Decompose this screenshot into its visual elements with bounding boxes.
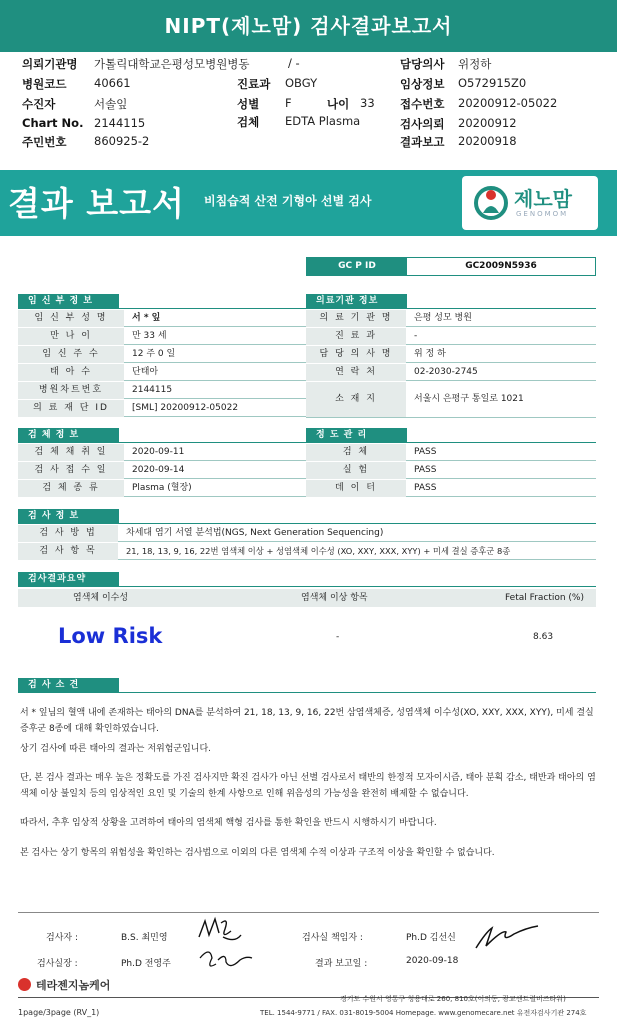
lab-chief-value: Ph.D 전영주 bbox=[121, 959, 171, 969]
header-info bbox=[0, 52, 617, 154]
institution-value: 은평 성모 병원 bbox=[414, 313, 472, 323]
summary-header bbox=[18, 589, 596, 607]
age-label: 나이 bbox=[327, 97, 350, 111]
genomom-logo-icon bbox=[474, 185, 508, 221]
banner-subtitle: 비침습적 산전 기형아 선별 검사 bbox=[204, 194, 372, 208]
inst-extra: / - bbox=[288, 56, 300, 70]
terragen-logo-icon bbox=[18, 978, 31, 991]
pregnant-table bbox=[18, 310, 306, 418]
genomom-logo bbox=[462, 176, 598, 230]
institution-key: 의 료 기 관 명 bbox=[306, 310, 406, 327]
code-value: 40661 bbox=[94, 76, 131, 90]
report-date-value: 2020-09-18 bbox=[406, 956, 459, 966]
qc-key: 검 체 bbox=[306, 444, 406, 461]
qc-key: 데 이 터 bbox=[306, 480, 406, 497]
qc-value: PASS bbox=[414, 483, 437, 493]
abnormal-value: - bbox=[336, 632, 340, 642]
section-findings: 검 사 소 견 bbox=[18, 678, 119, 693]
test-table bbox=[18, 525, 596, 561]
page-number: 1page/3page (RV_1) bbox=[18, 1008, 100, 1017]
chart-value: 2144115 bbox=[94, 116, 146, 130]
age-value: 33 bbox=[360, 96, 375, 110]
patient-value: 서솔잎 bbox=[94, 97, 128, 111]
lab-chief-label: 검사실장 : bbox=[37, 959, 78, 969]
test-value: 차세대 염기 서열 분석법(NGS, Next Generation Sequencing) bbox=[126, 528, 384, 538]
pregnant-key: 임 신 부 성 명 bbox=[18, 310, 124, 327]
section-qc: 정 도 관 리 bbox=[306, 428, 407, 443]
footer-address: 경기도 수원시 영통구 청용대로 260, 810호(이의동, 광교센트럴비즈타워) bbox=[340, 995, 566, 1003]
pregnant-value: 2144115 bbox=[132, 385, 173, 395]
pregnant-key: 만 나 이 bbox=[18, 328, 124, 345]
pregnant-value: 12 주 0 일 bbox=[132, 349, 176, 359]
tester-value: B.S. 최민영 bbox=[121, 933, 168, 943]
specimen-key: 검 체 종 류 bbox=[18, 480, 124, 497]
institution-key: 소 재 지 bbox=[306, 382, 406, 417]
institution-key: 진 료 과 bbox=[306, 328, 406, 345]
institution-value: 02-2030-2745 bbox=[414, 367, 478, 377]
report-date-label: 결과 보고일 : bbox=[315, 959, 368, 969]
section-divider bbox=[18, 442, 306, 443]
section-divider bbox=[18, 586, 596, 587]
low-risk-result: Low Risk bbox=[58, 624, 163, 648]
findings-paragraph: 상기 검사에 따른 태아의 결과는 저위험군입니다. bbox=[20, 744, 212, 754]
specimen-key: 검 체 채 취 일 bbox=[18, 444, 124, 461]
specimen-value: 2020-09-11 bbox=[132, 447, 185, 457]
findings-paragraph: 본 검사는 상기 항목의 위험성을 확인하는 검사법으로 이외의 다른 염색체 수적 이상과 구조적 이상을 확인할 수 없습니다. bbox=[20, 848, 495, 858]
sex-value: F bbox=[285, 96, 292, 110]
report-title: NIPT(제노맘) 검사결과보고서 bbox=[0, 0, 617, 52]
pregnant-key: 의 료 재 단 ID bbox=[18, 400, 124, 417]
section-summary: 검사결과요약 bbox=[18, 572, 119, 587]
inst-label: 의뢰기관명 bbox=[22, 57, 78, 71]
section-divider bbox=[18, 308, 306, 309]
findings-paragraph: 서 * 잎님의 혈액 내에 존재하는 태아의 DNA를 분석하여 21, 18, 13, 9, 16, 22번 삼염색체증, 성염색체 이수성(XO, XXY, XXX, XYY), 미세 결실 증후군 8종에 대해 확인하였습니다. bbox=[20, 708, 594, 734]
specimen-value: 2020-09-14 bbox=[132, 465, 185, 475]
doctor-value: 위정하 bbox=[458, 57, 492, 71]
specimen-label: 검체 bbox=[237, 115, 260, 129]
qc-table bbox=[306, 444, 596, 498]
section-institution-info: 의료기관 정보 bbox=[306, 294, 407, 309]
rrn-label: 주민번호 bbox=[22, 135, 67, 149]
test-key: 검 사 항 목 bbox=[18, 543, 118, 560]
lab-head-label: 검사실 책임자 : bbox=[302, 933, 363, 943]
fetal-fraction-value: 8.63 bbox=[533, 632, 554, 642]
pregnant-value: 서 * 잎 bbox=[132, 313, 161, 323]
inst-value: 가톨릭대학교은평성모병원병동 bbox=[94, 57, 250, 71]
pregnant-value: 단태아 bbox=[132, 367, 159, 377]
institution-value: 위 정 하 bbox=[414, 349, 446, 359]
dept-label: 진료과 bbox=[237, 77, 271, 91]
result-banner bbox=[0, 170, 617, 236]
summary-col-fetal-fraction: Fetal Fraction (%) bbox=[505, 593, 584, 603]
gcpid-value: GC2009N5936 bbox=[465, 261, 537, 271]
report-date-value: 20200918 bbox=[458, 134, 517, 148]
specimen-table bbox=[18, 444, 306, 498]
patient-label: 수진자 bbox=[22, 97, 56, 111]
section-divider bbox=[18, 523, 596, 524]
test-value: 21, 18, 13, 9, 16, 22번 염색체 이상 + 성염색체 이수성 (XO, XXY, XXX, XYY) + 미세 결실 증후군 8종 bbox=[126, 546, 511, 556]
rrn-value: 860925-2 bbox=[94, 134, 150, 148]
logo-text: 제노맘 bbox=[514, 187, 572, 211]
institution-key: 담 당 의 사 명 bbox=[306, 346, 406, 363]
institution-key: 연 락 처 bbox=[306, 364, 406, 381]
qc-key: 실 험 bbox=[306, 462, 406, 479]
institution-table bbox=[306, 310, 596, 418]
logo-subtext: GENOMOM bbox=[516, 210, 569, 218]
findings-paragraph: 단, 본 검사 결과는 매우 높은 정확도를 가진 검사지만 확진 검사가 아닌 선별 검사로서 태반의 한정적 모자이시즘, 태아 분획 감소, 태반과 태아의 염색체 이상 불일치 등의 임상적인 요인 및 기술의 한계 사항으로 인해 위음성의 가능성을 완전히 배제할 수 없습니다. bbox=[20, 773, 596, 799]
sex-label: 성별 bbox=[237, 97, 260, 111]
section-divider bbox=[18, 692, 596, 693]
gcpid-label: GC P ID bbox=[307, 258, 407, 275]
specimen-value: EDTA Plasma bbox=[285, 114, 361, 128]
summary-col-aneuploidy: 염색체 이수성 bbox=[73, 593, 129, 603]
specimen-value: Plasma (혈장) bbox=[132, 483, 192, 493]
signature-divider bbox=[18, 912, 599, 913]
doctor-label: 담당의사 bbox=[400, 57, 445, 71]
request-value: 20200912 bbox=[458, 116, 517, 130]
section-divider bbox=[306, 442, 596, 443]
clinical-label: 임상정보 bbox=[400, 77, 445, 91]
pregnant-key: 병원차트번호 bbox=[18, 382, 124, 399]
lab-head-value: Ph.D 김선신 bbox=[406, 933, 456, 943]
lab-head-signature bbox=[472, 918, 542, 952]
institution-value: 서울시 은평구 통일로 1021 bbox=[414, 394, 524, 404]
pregnant-value: 만 33 세 bbox=[132, 331, 167, 341]
company-name: 테라젠지놈케어 bbox=[36, 979, 111, 992]
banner-title: 결과 보고서 bbox=[8, 184, 185, 223]
report-date-label: 결과보고 bbox=[400, 135, 445, 149]
section-specimen-info: 검 체 정 보 bbox=[18, 428, 119, 443]
lab-chief-signature bbox=[196, 944, 254, 974]
gcpid-bar bbox=[306, 257, 596, 276]
tester-label: 검사자 : bbox=[46, 933, 78, 943]
findings-paragraph: 따라서, 추후 임상적 상황을 고려하여 태아의 염색체 핵형 검사를 통한 확인을 반드시 시행하시기 바랍니다. bbox=[20, 818, 437, 828]
pregnant-key: 태 아 수 bbox=[18, 364, 124, 381]
request-label: 검사의뢰 bbox=[400, 117, 445, 131]
section-pregnant-info: 임 신 부 정 보 bbox=[18, 294, 119, 309]
code-label: 병원코드 bbox=[22, 77, 67, 91]
test-key: 검 사 방 법 bbox=[18, 525, 118, 542]
summary-col-abnormal: 염색체 이상 항목 bbox=[301, 593, 368, 603]
pregnant-value: [SML] 20200912-05022 bbox=[132, 403, 239, 413]
section-divider bbox=[306, 308, 596, 309]
clinical-value: O572915Z0 bbox=[458, 76, 527, 90]
footer-contact: TEL. 1544-9771 / FAX. 031-8019-5004 Homepage. www.genomecare.net 유전자검사기관 274호 bbox=[260, 1009, 587, 1017]
section-test-info: 검 사 정 보 bbox=[18, 509, 119, 524]
dept-value: OBGY bbox=[285, 76, 318, 90]
receipt-label: 접수번호 bbox=[400, 97, 445, 111]
institution-value: - bbox=[414, 331, 418, 341]
qc-value: PASS bbox=[414, 447, 437, 457]
chart-label: Chart No. bbox=[22, 116, 84, 130]
specimen-key: 검 사 접 수 일 bbox=[18, 462, 124, 479]
pregnant-key: 임 신 주 수 bbox=[18, 346, 124, 363]
receipt-value: 20200912-05022 bbox=[458, 96, 558, 110]
qc-value: PASS bbox=[414, 465, 437, 475]
